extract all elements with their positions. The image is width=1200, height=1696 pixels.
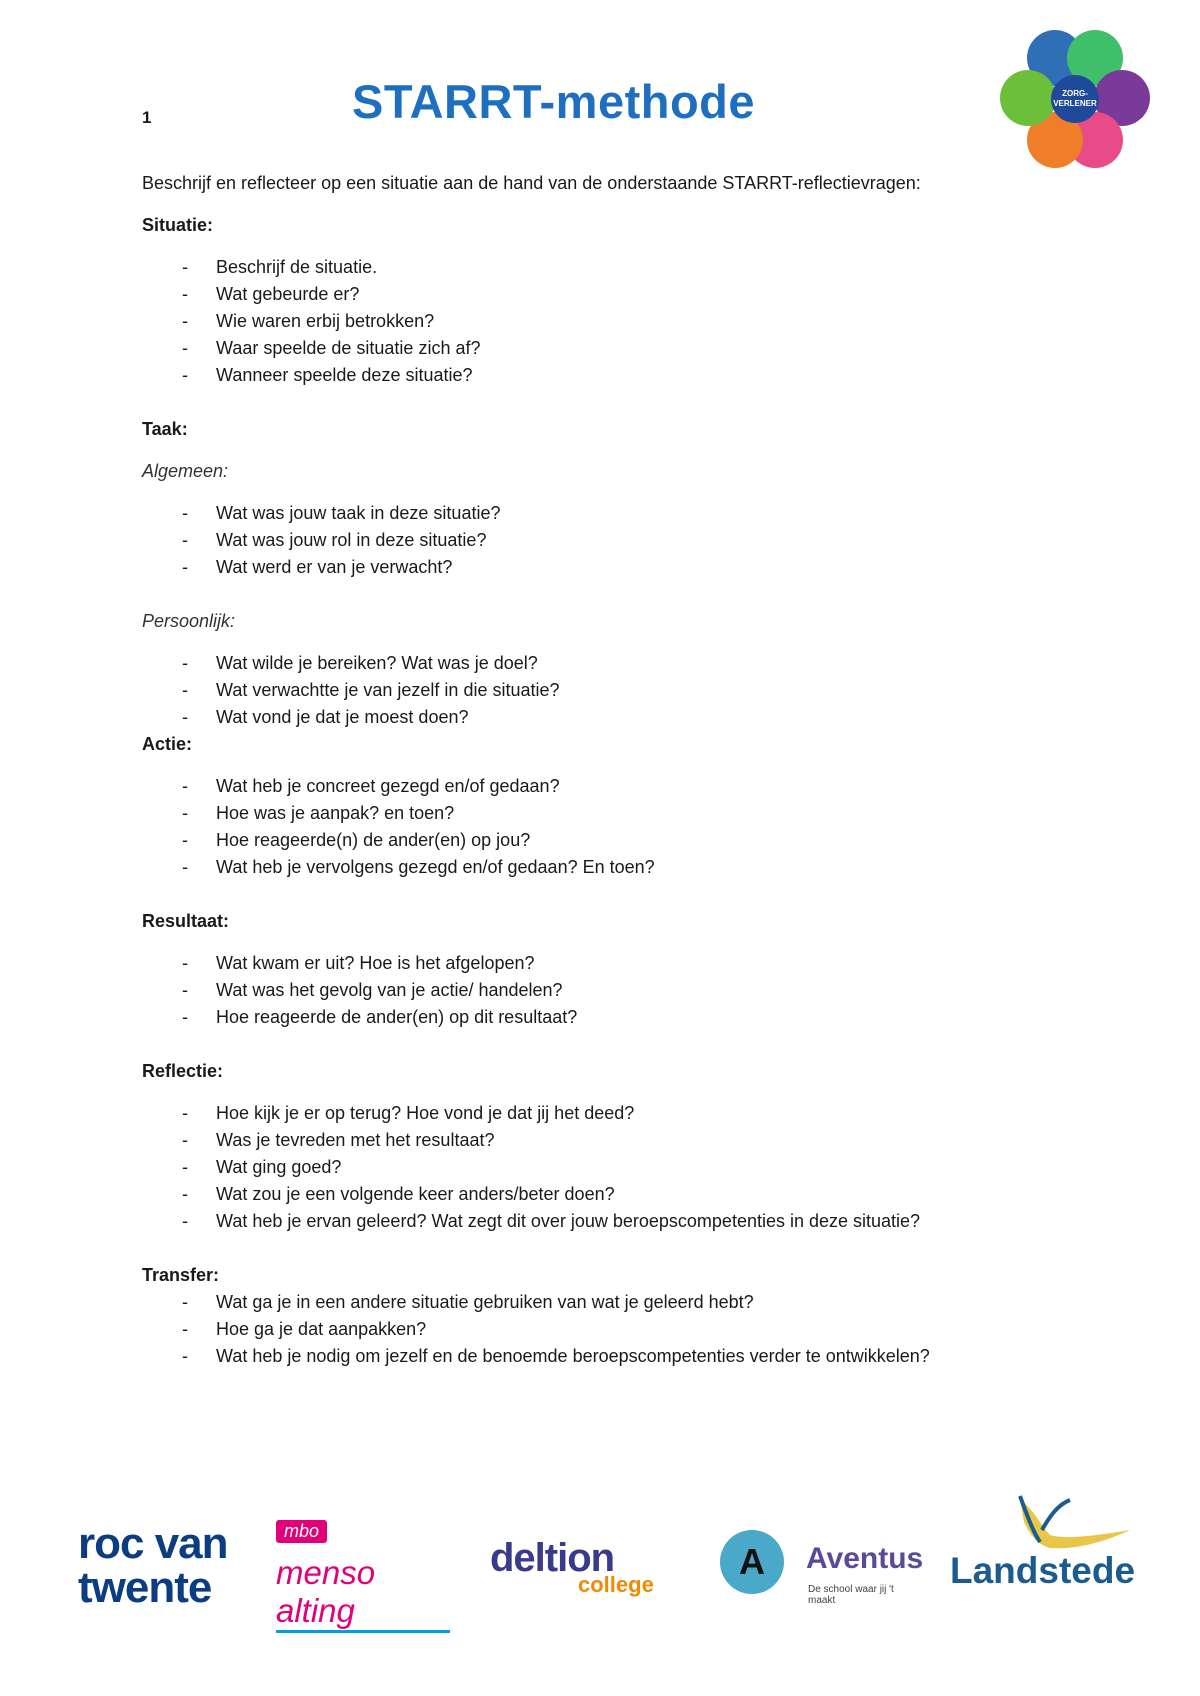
- list-item: - Hoe ga je dat aanpakken?: [142, 1316, 1102, 1343]
- list-item: - Wat ga je in een andere situatie gebruiken van wat je geleerd hebt?: [142, 1289, 1102, 1316]
- list-item: - Wat vond je dat je moest doen?: [142, 704, 1102, 731]
- roc-van-twente-logo: [78, 1519, 228, 1612]
- aventus-tagline: De school waar jij 't maakt: [808, 1584, 894, 1606]
- deltion-college-logo: [490, 1536, 654, 1597]
- aventus-name: Aventus: [806, 1542, 924, 1575]
- list-item: - Wat heb je nodig om jezelf en de benoemde beroepscompetenties verder te ontwikkelen?: [142, 1343, 1102, 1370]
- list-item: - Wat heb je concreet gezegd en/of gedaan?: [142, 773, 1102, 800]
- list-item: - Wat zou je een volgende keer anders/beter doen?: [142, 1181, 1102, 1208]
- list-reflectie: [142, 1100, 1102, 1235]
- deltion-college-label: college: [578, 1572, 654, 1597]
- heading-transfer: Transfer:: [142, 1265, 220, 1285]
- list-item: - Was je tevreden met het resultaat?: [142, 1127, 1102, 1154]
- heading-resultaat: Resultaat:: [142, 911, 230, 931]
- list-item: - Hoe kijk je er op terug? Hoe vond je dat jij het deed?: [142, 1100, 1102, 1127]
- list-item: - Wat gebeurde er?: [142, 281, 1102, 308]
- intro-text: Beschrijf en reflecteer op een situatie aan de hand van de onderstaande STARRT-reflectievragen:: [142, 173, 921, 193]
- svg-text:ZORG-: ZORG-: [1062, 89, 1088, 98]
- subheading-persoonlijk: Persoonlijk:: [142, 611, 236, 631]
- landstede-name: Landstede: [950, 1550, 1136, 1591]
- page-number: 1: [142, 108, 152, 127]
- list-taak-algemeen: [142, 500, 1102, 581]
- menso-alting-name: menso alting: [276, 1554, 450, 1633]
- list-item: - Wat was jouw rol in deze situatie?: [142, 527, 1102, 554]
- list-item: - Hoe was je aanpak? en toen?: [142, 800, 1102, 827]
- heading-taak: Taak:: [142, 419, 188, 439]
- heading-reflectie: Reflectie:: [142, 1061, 224, 1081]
- footer-logos: [70, 1490, 1150, 1629]
- mbo-tag: mbo: [276, 1520, 327, 1543]
- menso-alting-logo: [270, 1520, 450, 1629]
- document-body: [142, 170, 1102, 1397]
- list-item: - Wat kwam er uit? Hoe is het afgelopen?: [142, 950, 1102, 977]
- list-item: - Wat verwachtte je van jezelf in die situatie?: [142, 677, 1102, 704]
- list-item: - Wat was het gevolg van je actie/ handelen?: [142, 977, 1102, 1004]
- roc-logo-line1: roc van: [78, 1519, 228, 1568]
- list-taak-persoonlijk: [142, 650, 1102, 731]
- aventus-logo: [720, 1530, 924, 1610]
- page-title: STARRT-methode: [352, 75, 756, 128]
- list-item: - Hoe reageerde(n) de ander(en) op jou?: [142, 827, 1102, 854]
- list-resultaat: [142, 950, 1102, 1031]
- list-item: - Waar speelde de situatie zich af?: [142, 335, 1102, 362]
- list-item: - Wat wilde je bereiken? Wat was je doel?: [142, 650, 1102, 677]
- landstede-logo: [950, 1490, 1150, 1600]
- heading-situatie: Situatie:: [142, 215, 214, 235]
- heading-actie: Actie:: [142, 734, 193, 754]
- deltion-name: deltion: [490, 1536, 615, 1580]
- list-actie: [142, 773, 1102, 881]
- list-item: - Beschrijf de situatie.: [142, 254, 1102, 281]
- roc-logo-line2: twente: [78, 1563, 212, 1612]
- list-item: - Wat was jouw taak in deze situatie?: [142, 500, 1102, 527]
- list-item: - Wanneer speelde deze situatie?: [142, 362, 1102, 389]
- list-item: - Wat heb je ervan geleerd? Wat zegt dit over jouw beroepscompetenties in deze situatie?: [142, 1208, 1102, 1235]
- list-item: - Hoe reageerde de ander(en) op dit resultaat?: [142, 1004, 1102, 1031]
- list-item: - Wat ging goed?: [142, 1154, 1102, 1181]
- list-item: - Wie waren erbij betrokken?: [142, 308, 1102, 335]
- zorgverlener-logo: [1000, 30, 1150, 170]
- list-item: - Wat werd er van je verwacht?: [142, 554, 1102, 581]
- svg-text:VERLENER: VERLENER: [1053, 99, 1097, 108]
- subheading-algemeen: Algemeen:: [142, 461, 229, 481]
- aventus-a-icon: A: [720, 1530, 784, 1594]
- list-situatie: [142, 254, 1102, 389]
- list-item: - Wat heb je vervolgens gezegd en/of gedaan? En toen?: [142, 854, 1102, 881]
- list-transfer: [142, 1289, 1102, 1370]
